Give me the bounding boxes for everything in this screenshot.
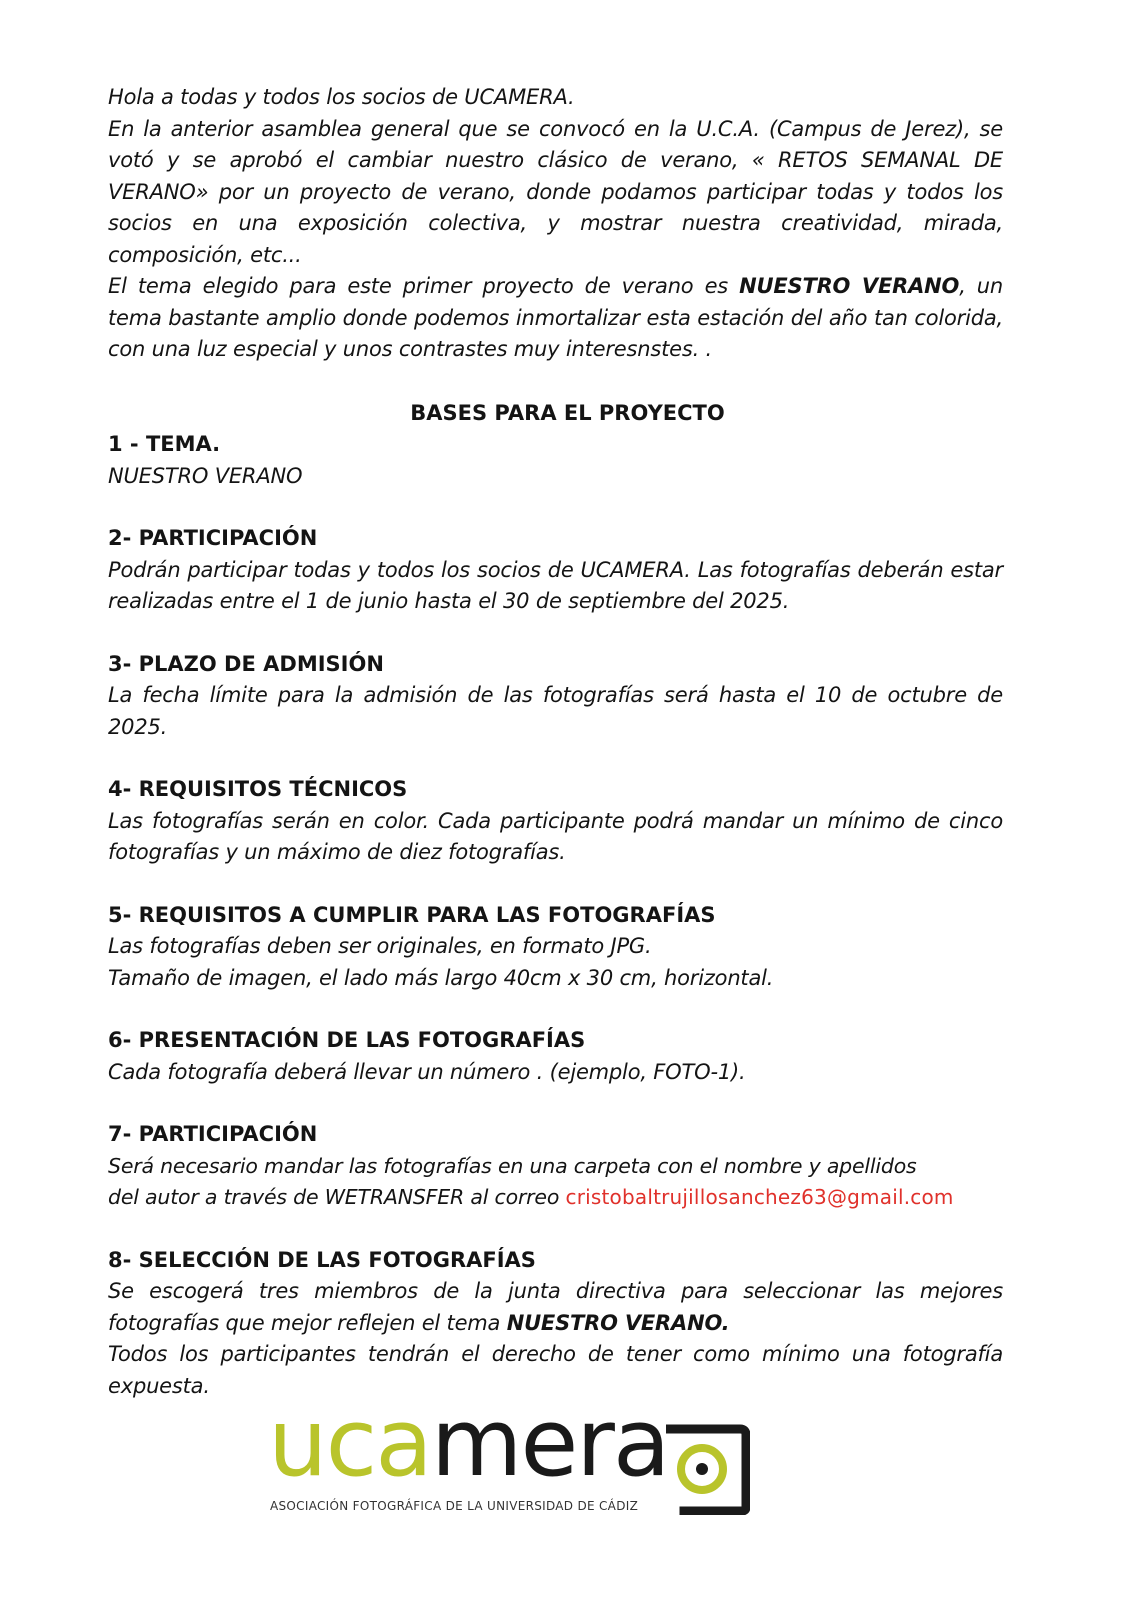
section-4-text: Las fotografías serán en color. Cada participante podrá mandar un mínimo de cinco fotografías y un máximo de diez fotografías.	[108, 808, 1003, 864]
spacer	[108, 994, 1003, 1025]
theme-bold: NUESTRO VERANO	[739, 274, 960, 298]
section-1-title: 1 - TEMA.	[108, 432, 221, 456]
section-8-text-start: Se escogerá tres miembros de la junta directiva para seleccionar las mejores fotografías que mejor reflejen el tema	[108, 1279, 1003, 1335]
logo-uca: uca	[268, 1389, 431, 1498]
camera-icon	[666, 1419, 750, 1515]
section-5-line-2: Tamaño de imagen, el lado más largo 40cm x 30 cm, horizontal.	[108, 965, 774, 990]
section-5-line-1: Las fotografías deben ser originales, en formato JPG.	[108, 934, 652, 958]
section-2-text: Podrán participar todas y todos los socios de UCAMERA. Las fotografías deberán estar realizadas entre el 1 de junio hasta el 30 de septiembre del 2025.	[108, 557, 1003, 613]
section-3-title: 3- PLAZO DE ADMISIÓN	[108, 651, 384, 676]
section-5-title: 5- REQUISITOS A CUMPLIR PARA LAS FOTOGRAFÍAS	[108, 902, 716, 927]
intro-paragraph: En la anterior asamblea general que se convocó en la U.C.A. (Campus de Jerez), se votó y se aprobó el cambiar nuestro clásico de verano, « RETOS SEMANAL DE VERANO» por un proyecto de verano, donde podamos participar todas y todos los socios en una exposición colectiva, y mostrar nuestra creatividad, mirada, composición, etc...	[108, 116, 1003, 267]
spacer	[108, 743, 1003, 774]
document-body	[108, 82, 1003, 1402]
spacer	[108, 1088, 1003, 1119]
theme-text-end: , un tema bastante amplio donde podemos inmortalizar esta estación del año tan colorida, con una luz especial y unos contrastes muy interesnstes. .	[108, 274, 1003, 361]
logo-wordmark	[268, 1389, 669, 1499]
section-7-line-2	[108, 1182, 1003, 1214]
spacer	[108, 492, 1003, 523]
section-8-bold: NUESTRO VERANO.	[506, 1310, 730, 1335]
section-8-title: 8- SELECCIÓN DE LAS FOTOGRAFÍAS	[108, 1247, 536, 1272]
section-7-line-2-text: del autor a través de WETRANSFER al correo	[108, 1185, 566, 1209]
greeting: Hola a todas y todos los socios de UCAMERA.	[108, 85, 575, 109]
section-8-paragraph-1	[108, 1276, 1003, 1339]
email-link[interactable]: cristobaltrujillosanchez63@gmail.com	[565, 1185, 954, 1209]
section-1-text: NUESTRO VERANO	[108, 463, 303, 488]
section-2-title: 2- PARTICIPACIÓN	[108, 526, 318, 550]
bases-title: BASES PARA EL PROYECTO	[410, 400, 725, 425]
spacer	[108, 869, 1003, 900]
theme-text-start: El tema elegido para este primer proyecto de verano es	[108, 274, 740, 298]
spacer	[108, 1214, 1003, 1245]
section-4-title: 4- REQUISITOS TÉCNICOS	[108, 777, 408, 801]
section-6-text: Cada fotografía deberá llevar un número . (ejemplo, FOTO-1).	[108, 1059, 746, 1084]
section-3-text: La fecha límite para la admisión de las fotografías será hasta el 10 de octubre de 2025.	[108, 683, 1003, 739]
spacer	[108, 618, 1003, 649]
section-7-line-1: Será necesario mandar las fotografías en una carpeta con el nombre y apellidos	[108, 1153, 917, 1178]
section-8-paragraph-2: Todos los participantes tendrán el derecho de tener como mínimo una fotografía expuesta.	[108, 1342, 1003, 1398]
spacer	[108, 366, 1003, 398]
theme-paragraph	[108, 271, 1003, 366]
section-7-title: 7- PARTICIPACIÓN	[108, 1122, 318, 1146]
ucamera-logo	[268, 1389, 768, 1523]
section-6-title: 6- PRESENTACIÓN DE LAS FOTOGRAFÍAS	[108, 1028, 586, 1052]
logo-mera: mera	[430, 1389, 669, 1498]
logo-subtitle: ASOCIACIÓN FOTOGRÁFICA DE LA UNIVERSIDAD DE CÁDIZ	[270, 1499, 639, 1513]
